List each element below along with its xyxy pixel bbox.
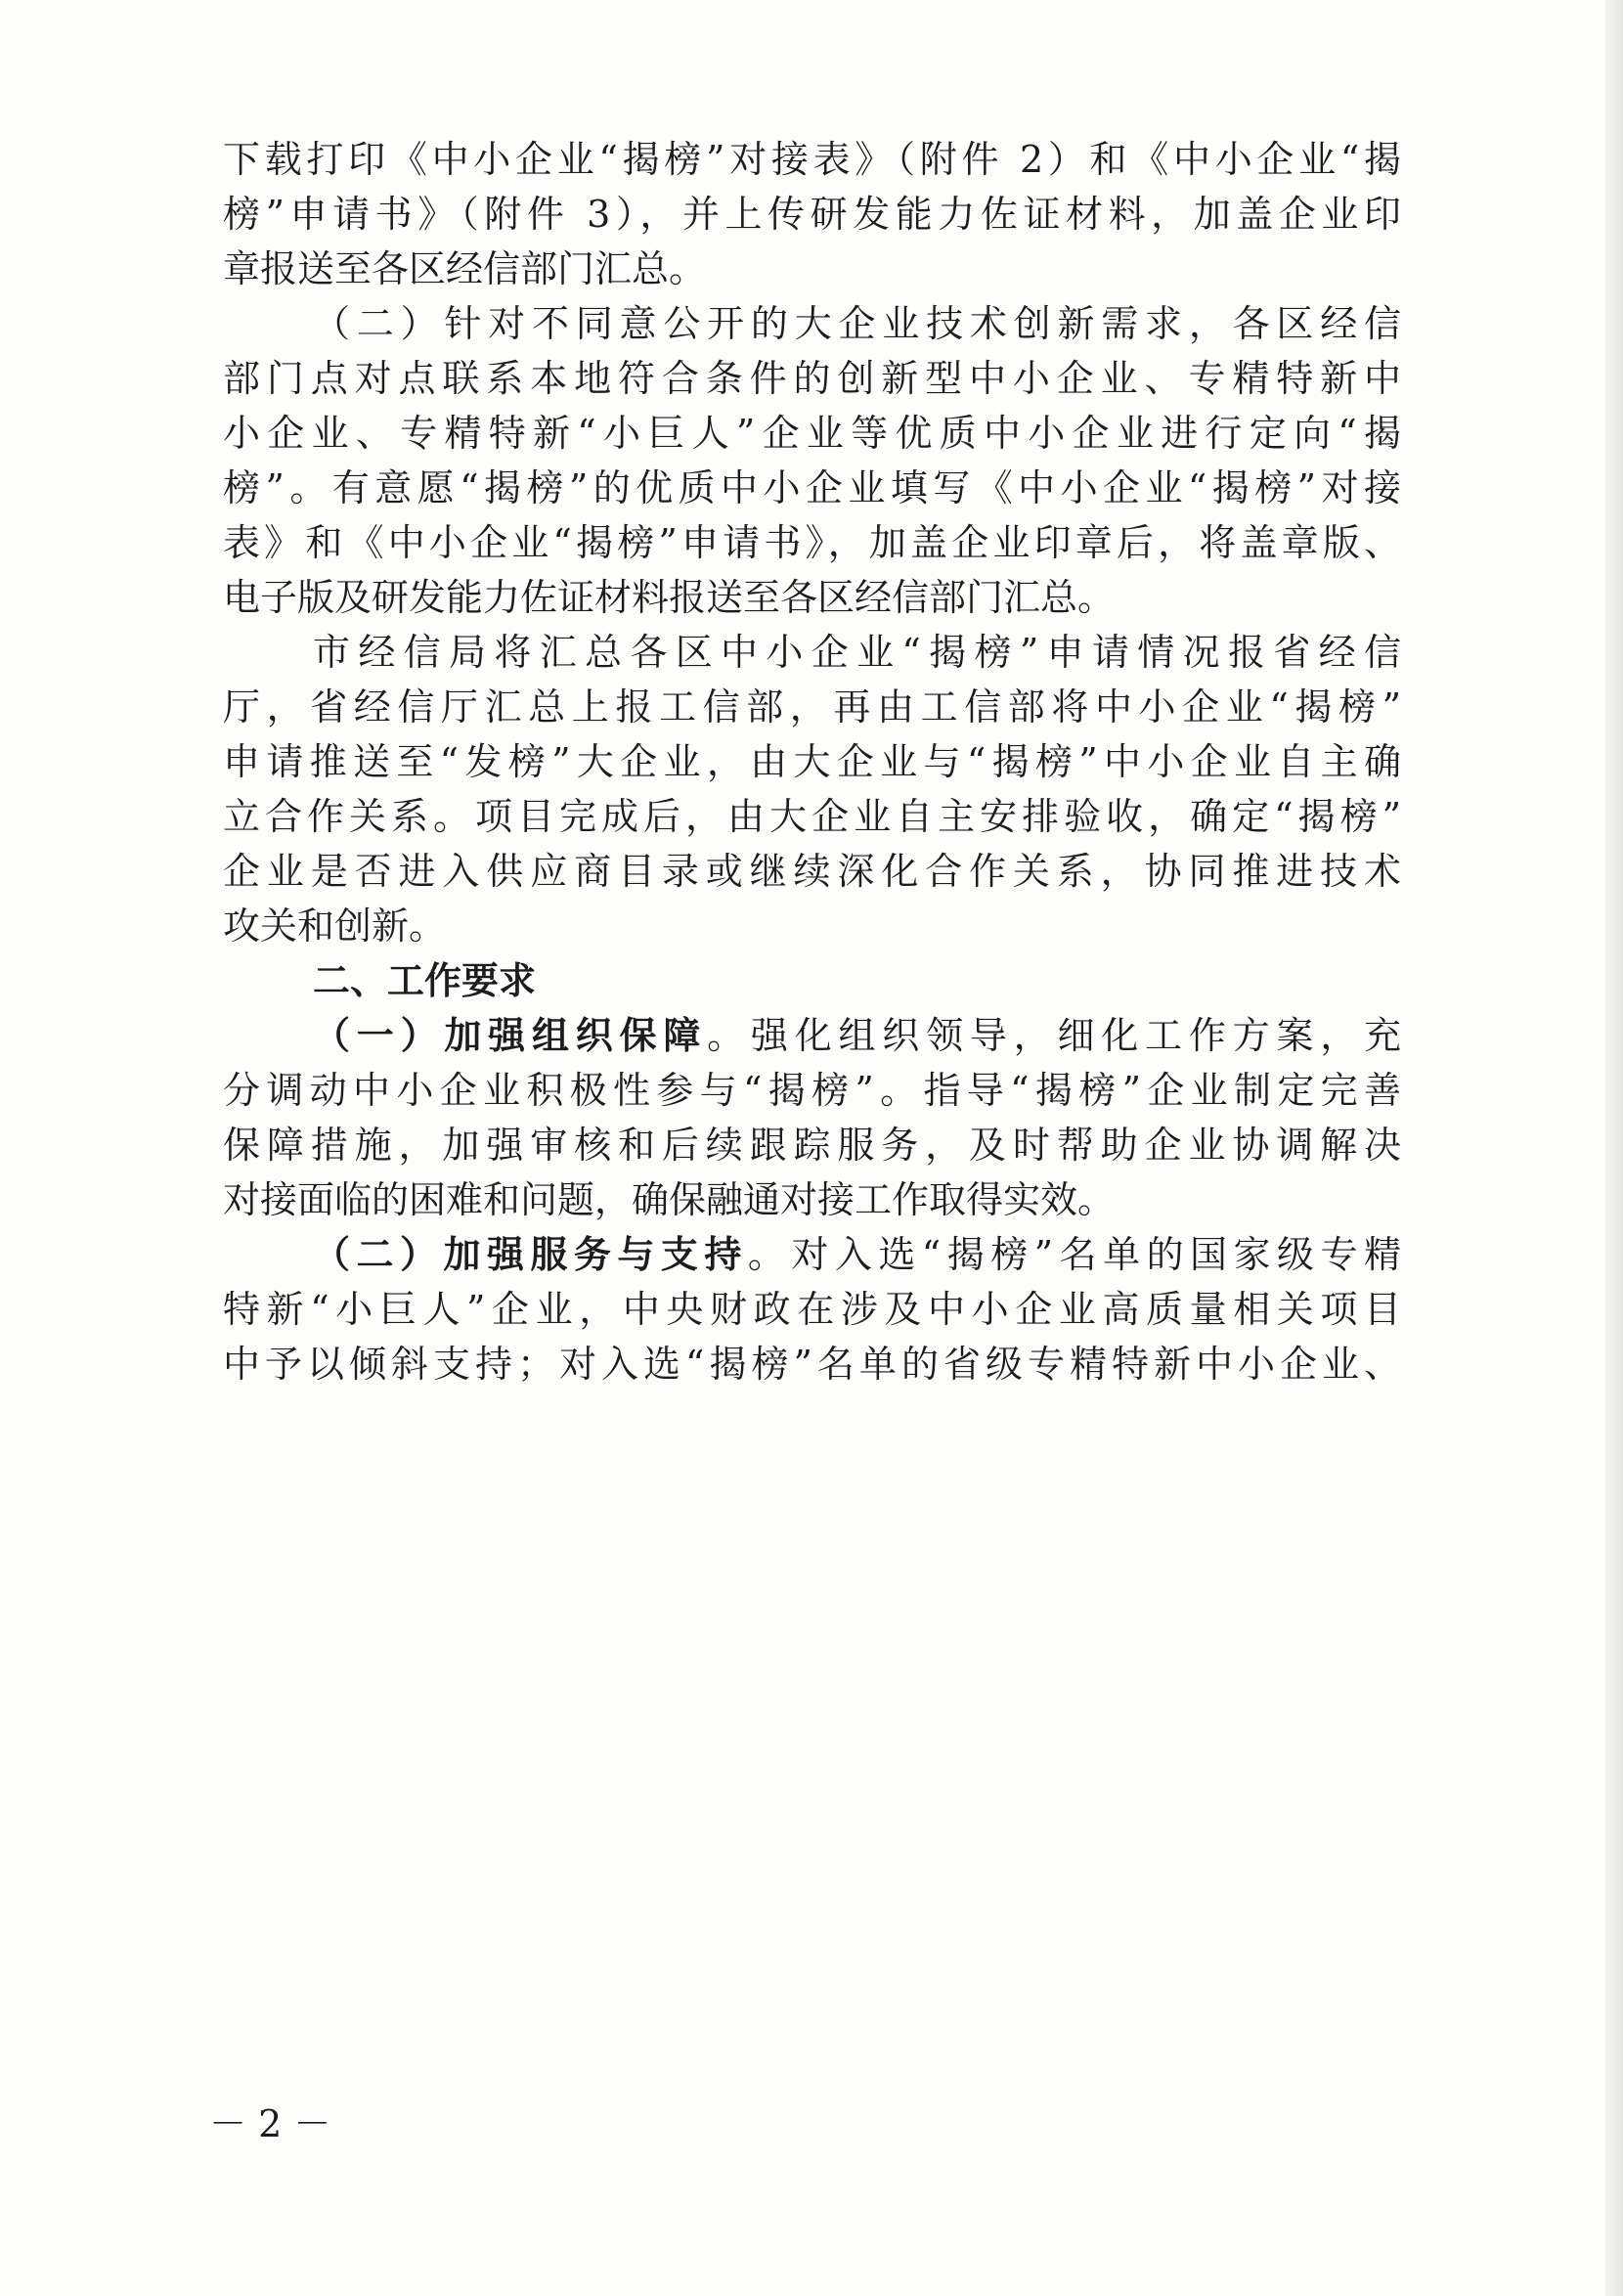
- text-line: 小企业、专精特新“小巨人”企业等优质中小企业进行定向“揭: [223, 412, 1401, 455]
- text-line: 榜”。有意愿“揭榜”的优质中小企业填写《中小企业“揭榜”对接: [223, 466, 1401, 509]
- text-line: 攻关和创新。: [223, 905, 447, 948]
- section-heading: 二、工作要求: [313, 959, 537, 1002]
- text-line: 市经信局将汇总各区中小企业“揭榜”申请情况报省经信: [313, 631, 1401, 674]
- text-line: 立合作关系。项目完成后，由大企业自主安排验收，确定“揭榜”: [223, 795, 1401, 838]
- text-line: 中予以倾斜支持；对入选“揭榜”名单的省级专精特新中小企业、: [223, 1343, 1401, 1386]
- text-line: 分调动中小企业积极性参与“揭榜”。指导“揭榜”企业制定完善: [223, 1069, 1401, 1112]
- paragraph-first-line: [313, 1231, 1401, 1278]
- text-line: 部门点对点联系本地符合条件的创新型中小企业、专精特新中: [223, 357, 1401, 400]
- text-line: （二）针对不同意公开的大企业技术创新需求，各区经信: [313, 302, 1401, 345]
- text-line: 章报送至各区经信部门汇总。: [223, 247, 707, 290]
- paragraph-lead: （一）加强组织保障: [313, 1014, 708, 1057]
- text-line: 特新“小巨人”企业，中央财政在涉及中小企业高质量相关项目: [223, 1288, 1401, 1331]
- text-line: 表》和《中小企业“揭榜”申请书》，加盖企业印章后，将盖章版、: [223, 521, 1401, 564]
- text-line: 对接面临的困难和问题，确保融通对接工作取得实效。: [223, 1178, 1116, 1221]
- text-line: 榜”申请书》（附件 3），并上传研发能力佐证材料，加盖企业印: [223, 193, 1401, 236]
- text-line: 厅，省经信厅汇总上报工信部，再由工信部将中小企业“揭榜”: [223, 685, 1401, 729]
- paragraph-text: 。对入选“揭榜”名单的国家级专精: [747, 1233, 1401, 1276]
- text-line: 企业是否进入供应商目录或继续深化合作关系，协同推进技术: [223, 850, 1401, 893]
- text-line: 下载打印《中小企业“揭榜”对接表》（附件 2）和《中小企业“揭: [223, 138, 1401, 181]
- paragraph-first-line: [313, 1012, 1401, 1059]
- paragraph-lead: （二）加强服务与支持: [313, 1233, 748, 1276]
- scan-edge: [1605, 0, 1623, 2296]
- text-line: 保障措施，加强审核和后续跟踪服务，及时帮助企业协调解决: [223, 1124, 1401, 1167]
- text-line: 电子版及研发能力佐证材料报送至各区经信部门汇总。: [223, 576, 1116, 619]
- paragraph-text: 。强化组织领导，细化工作方案，充: [707, 1014, 1401, 1057]
- text-line: 申请推送至“发榜”大企业，由大企业与“揭榜”中小企业自主确: [223, 740, 1401, 783]
- page-number: － 2 －: [209, 2102, 331, 2145]
